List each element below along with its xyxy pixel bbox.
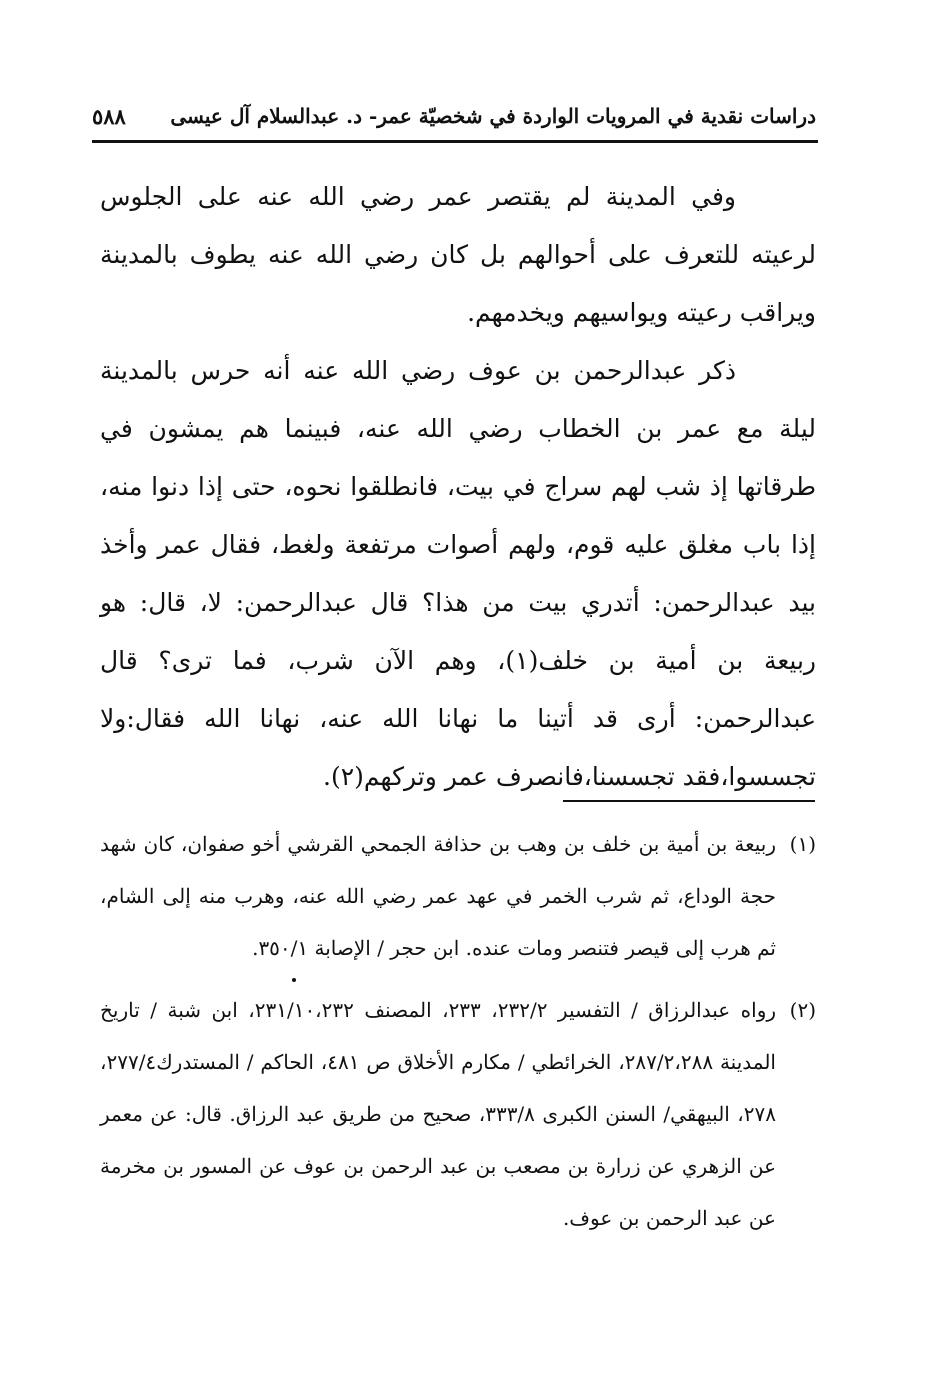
header-rule <box>92 140 818 143</box>
footnote-2 <box>100 984 816 1244</box>
stray-dot <box>292 978 296 982</box>
page-number: ٥٨٨ <box>92 104 126 129</box>
paragraph-1: وفي المدينة لم يقتصر عمر رضي الله عنه على الجلوس لرعيته للتعرف على أحوالهم بل كان رضي الله عنه يطوف بالمدينة ويراقب رعيته ويواسيهم ويخدمهم. <box>100 182 816 327</box>
footnote-marker: (١) <box>789 832 816 856</box>
footnote-text: ربيعة بن أمية بن خلف بن وهب بن حذافة الجمحي القرشي أخو صفوان، كان شهد حجة الوداع، ثم شرب الخمر في عهد عمر رضي الله عنه، وهرب منه إلى الشام، ثم هرب إلى قيصر فتنصر ومات عنده. ابن حجر / الإصابة ٣٥٠/١. <box>100 832 776 960</box>
footnote-separator <box>563 800 815 802</box>
footnote-text: رواه عبدالرزاق / التفسير ٢٣٢/٢، ٢٣٣، المصنف ٢٣١/١٠،٢٣٢، ابن شبة / تاريخ المدينة ٢٨٧/٢،٢٨٨، الخرائطي / مكارم الأخلاق ص ٤٨١، الحاكم / المستدرك٢٧٧/٤، ٢٧٨، البيهقي/ السنن الكبرى ٣٣٣/٨، صحيح من طريق عبد الرزاق. قال: عن معمر عن الزهري عن زرارة بن مصعب بن عبد الرحمن بن عوف عن المسور بن مخرمة عن عبد الرحمن بن عوف. <box>100 998 777 1230</box>
footnote-marker: (٢) <box>789 998 816 1022</box>
body-text <box>100 168 816 806</box>
header-title: دراسات نقدية في المرويات الواردة في شخصيّة عمر- د. عبدالسلام آل عيسى <box>170 104 816 128</box>
footnotes <box>100 818 816 1254</box>
running-header <box>92 104 816 138</box>
footnote-1 <box>100 818 816 974</box>
paragraph-2: ذكر عبدالرحمن بن عوف رضي الله عنه أنه حرس بالمدينة ليلة مع عمر بن الخطاب رضي الله عنه، فبينما هم يمشون في طرقاتها إذ شب لهم سراج في بيت، فانطلقوا نحوه، حتى إذا دنوا منه، إذا باب مغلق عليه قوم، ولهم أصوات مرتفعة ولغط، فقال عمر وأخذ بيد عبدالرحمن: أتدري بيت من هذا؟ قال عبدالرحمن: لا، قال: هو ربيعة بن أمية بن خلف(١)، وهم الآن شرب، فما ترى؟ قال عبدالرحمن: أرى قد أتينا ما نهانا الله عنه، نهانا الله فقال:ولا تجسسوا،فقد تجسسنا،فانصرف عمر وتركهم(٢). <box>100 356 816 791</box>
